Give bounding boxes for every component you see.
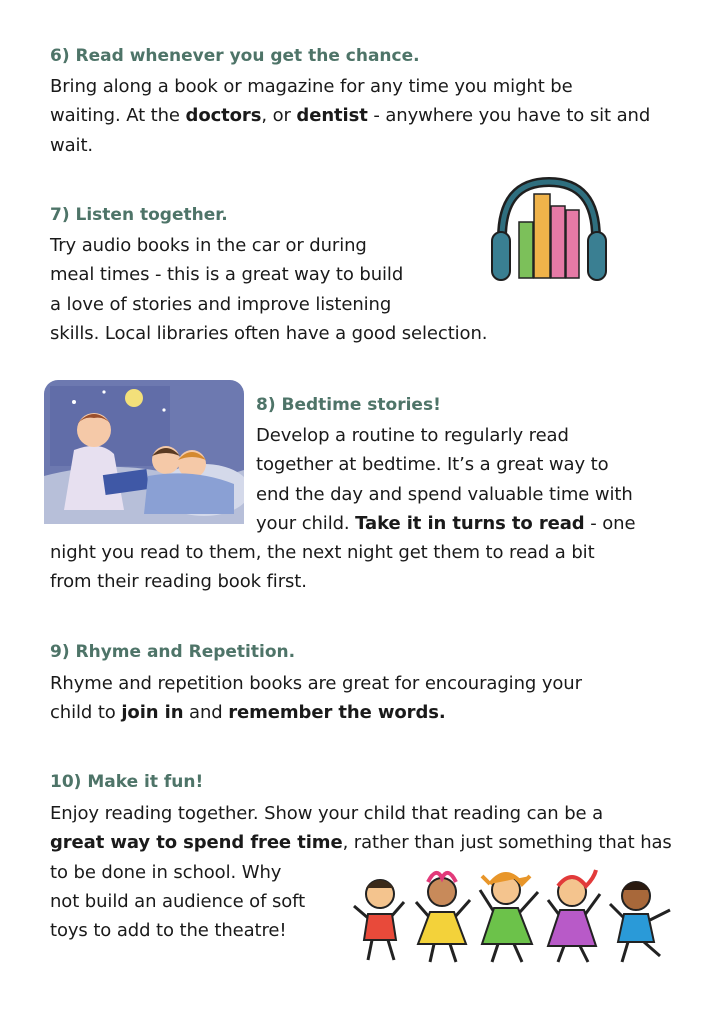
text-run: toys to add to the theatre! — [50, 920, 287, 942]
text-run: meal times - this is a great way to build — [50, 264, 404, 286]
section-7-text — [50, 231, 487, 348]
text-run: night you read to them, the next night get them to read a bit — [50, 542, 595, 564]
text-line — [50, 828, 672, 857]
bold-text: doctors — [185, 105, 262, 127]
section-6-text — [50, 72, 650, 160]
text-line — [256, 509, 635, 538]
section-7-heading: 7) Listen together. — [50, 205, 228, 225]
text-run: your child. — [256, 512, 356, 534]
text-run: Try audio books in the car or during — [50, 235, 367, 256]
text-run: Bring along a book or magazine for any time you might be — [50, 76, 573, 97]
text-run: Enjoy reading together. Show your child that reading can be a — [50, 803, 604, 824]
headphones-books-illustration — [488, 176, 610, 284]
text-run: skills. Local libraries often have a good selection. — [50, 322, 488, 344]
text-line — [50, 260, 487, 289]
text-line — [50, 72, 650, 101]
text-run: child to — [50, 702, 122, 724]
section-10-heading: 10) Make it fun! — [50, 772, 204, 792]
text-run: , or — [261, 105, 297, 127]
section-6-heading: 6) Read whenever you get the chance. — [50, 46, 420, 66]
text-line — [50, 131, 650, 160]
text-run: and — [183, 702, 229, 724]
text-run: , rather than just something that has — [342, 832, 672, 854]
text-line — [50, 799, 672, 828]
text-run: Develop a routine to regularly read — [256, 425, 569, 446]
text-run: - one — [584, 512, 636, 534]
text-run: to be done in school. Why — [50, 861, 282, 883]
dancing-children-illustration — [344, 862, 678, 966]
text-line — [50, 231, 487, 260]
text-run: together at bedtime. It’s a great way to — [256, 454, 609, 476]
text-line — [50, 101, 650, 130]
text-line — [50, 290, 487, 319]
text-line — [50, 567, 635, 596]
section-8-heading: 8) Bedtime stories! — [256, 395, 441, 415]
text-run: Rhyme and repetition books are great for encouraging your — [50, 673, 582, 694]
text-line — [50, 319, 487, 348]
text-line — [50, 698, 582, 727]
section-8-text — [50, 421, 635, 597]
text-run: end the day and spend valuable time with — [256, 483, 633, 505]
text-line — [256, 480, 635, 509]
bold-text: great way to spend free time — [50, 832, 343, 854]
text-run: wait. — [50, 134, 94, 156]
section-9-text — [50, 669, 582, 728]
text-line — [50, 538, 635, 567]
text-run: from their reading book first. — [50, 571, 307, 593]
bold-text: Take it in turns to read — [355, 512, 585, 534]
bold-text: remember the words. — [228, 702, 446, 724]
text-run: a love of stories and improve listening — [50, 293, 392, 315]
section-9-heading: 9) Rhyme and Repetition. — [50, 642, 296, 662]
text-line — [50, 669, 582, 698]
bold-text: dentist — [296, 105, 368, 127]
text-run: not build an audience of soft — [50, 890, 306, 912]
bold-text: join in — [121, 702, 184, 724]
text-line — [256, 421, 635, 450]
text-run: waiting. At the — [50, 105, 186, 127]
text-run: - anywhere you have to sit and — [367, 105, 651, 127]
text-line — [256, 450, 635, 479]
